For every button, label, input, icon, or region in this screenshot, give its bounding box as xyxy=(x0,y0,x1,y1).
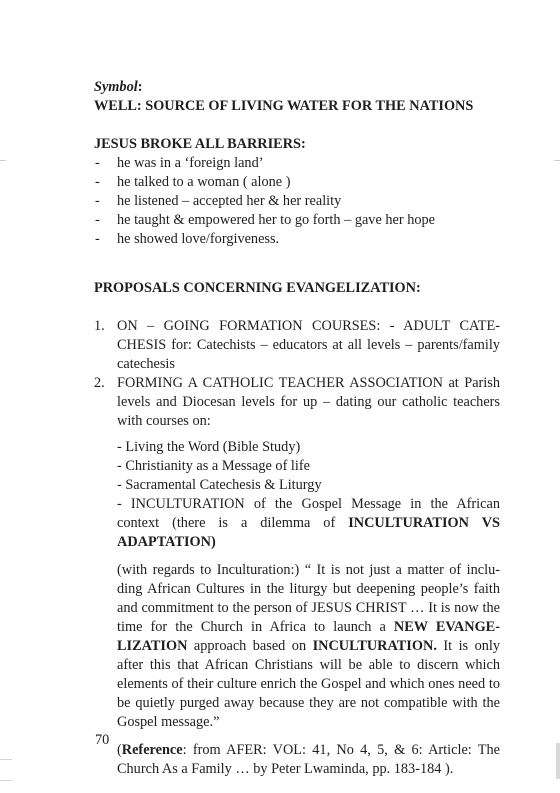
reference-open: ( xyxy=(117,742,122,758)
crop-mark-left xyxy=(0,160,6,161)
list-item xyxy=(94,173,500,192)
proposal-text: FORMING A CATHOLIC TEACHER ASSOCIATION at Parish levels and Diocesan levels for up – dating our catholic teachers with courses on: xyxy=(117,375,500,429)
page-number: 70 xyxy=(95,732,110,748)
symbol-label: Symbol xyxy=(94,79,138,95)
barriers-heading: JESUS BROKE ALL BARRIERS: xyxy=(94,136,306,152)
proposal-number: 2. xyxy=(94,375,105,391)
proposals-heading: PROPOSALS CONCERNING EVANGELIZATION: xyxy=(94,280,421,296)
quote-text: approach based on xyxy=(187,638,313,654)
reference-label: Reference xyxy=(121,742,183,758)
dash-bullet: - xyxy=(95,231,100,247)
quote-bold: INCULTURATION. xyxy=(312,638,437,654)
symbol-colon: : xyxy=(137,79,143,95)
symbol-section xyxy=(94,78,500,116)
proposal-text: ON – GOING FORMATION COURSES: - ADULT CATE-CHESIS for: Catechists – educators at all levels – parents/family catechesis xyxy=(117,318,500,372)
proposal-item-2 xyxy=(94,374,500,431)
symbol-label-line xyxy=(94,78,500,97)
crop-mark-bottom-left xyxy=(0,759,12,781)
symbol-title: WELL: SOURCE OF LIVING WATER FOR THE NATIONS xyxy=(94,98,474,114)
quote-text: (with regards to Inculturation:) “ It is not just a matter of inclu-ding African Cultures in the liturgy but deepening people’s faith and commitment to the person of JESUS CHRIST … It is now the time for the Church in Africa to launch a xyxy=(117,562,500,635)
course-item: - Christianity as a Message of life xyxy=(117,458,310,474)
reference-text: : from AFER: VOL: 41, No 4, 5, & 6: Article: The Church As a Family … by Peter Lwaminda, pp. 183-184 ). xyxy=(117,742,500,777)
course-item: - Living the Word (Bible Study) xyxy=(117,439,301,455)
list-item-text: he listened – accepted her & her reality xyxy=(117,193,342,209)
dash-bullet: - xyxy=(95,155,100,171)
list-item-text: he showed love/forgiveness. xyxy=(117,231,280,247)
course-item-inculturation xyxy=(117,495,500,552)
barriers-list xyxy=(94,154,500,249)
list-item xyxy=(94,154,500,173)
list-item-text: he talked to a woman ( alone ) xyxy=(117,174,291,190)
proposal-item-1 xyxy=(94,317,500,374)
proposals-list xyxy=(94,317,500,431)
crop-mark-right xyxy=(554,160,560,161)
page-content xyxy=(94,78,500,779)
list-item-text: he taught & empowered her to go forth – gave her hope xyxy=(117,212,436,228)
list-item-text: he was in a ‘foreign land’ xyxy=(117,155,264,171)
dash-bullet: - xyxy=(95,212,100,228)
inculturation-text: - INCULTURATION of the Gospel Message in the African context (there is a dilemma of xyxy=(117,496,500,531)
dash-bullet: - xyxy=(95,174,100,190)
quote-paragraph xyxy=(94,561,500,732)
reference-paragraph xyxy=(94,741,500,779)
inculturation-bold: INCULTURATION VS ADAPTATION) xyxy=(117,515,500,550)
dash-bullet: - xyxy=(95,193,100,209)
proposals-section xyxy=(94,279,500,779)
list-item xyxy=(94,211,500,230)
proposal-number: 1. xyxy=(94,318,105,334)
list-item xyxy=(94,230,500,249)
quote-text: It is only after this that African Christians will be able to discern which elements of their culture enrich the Gospel and which ones need to be quietly purged away because they are not compatible with the Gospel message.” xyxy=(117,638,500,730)
quote-bold: NEW EVANGE-LIZATION xyxy=(117,619,500,654)
list-item xyxy=(94,192,500,211)
crop-mark-bottom-right xyxy=(556,743,560,779)
course-item: - Sacramental Catechesis & Liturgy xyxy=(117,477,322,493)
course-list xyxy=(94,438,500,552)
barriers-section xyxy=(94,135,500,249)
